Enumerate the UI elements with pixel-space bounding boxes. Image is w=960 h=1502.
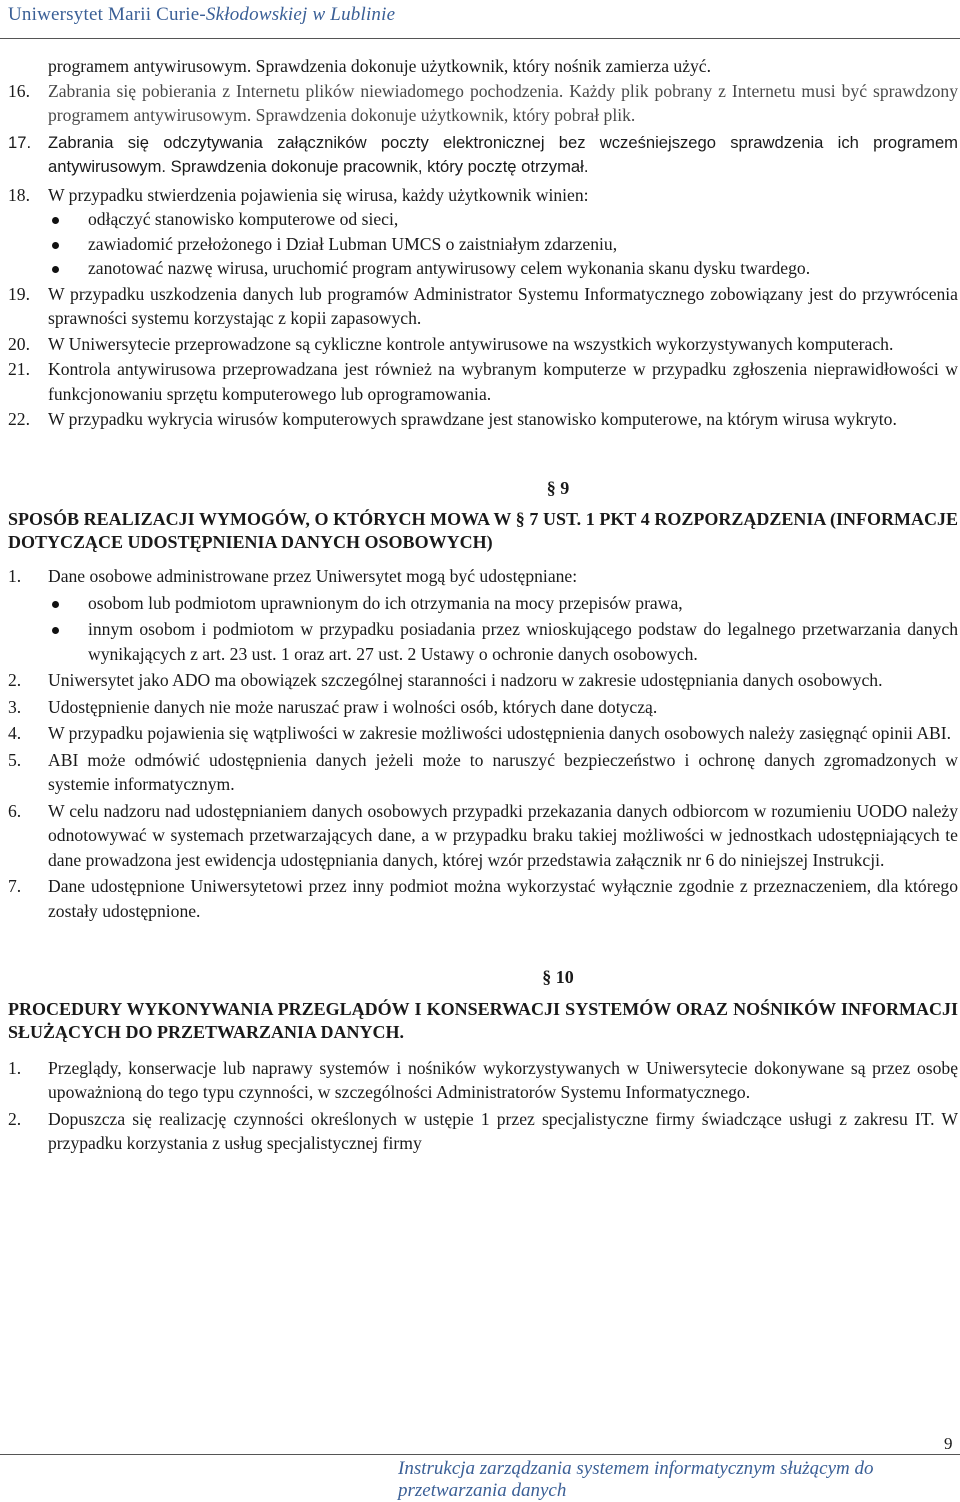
item-text: Kontrola antywirusowa przeprowadzana jest również na wybranym komputerze w przypadku zgłoszenia nieprawidłowości w funkcjonowaniu sprzętu komputerowego lub oprogramowania. — [48, 359, 958, 404]
s10-item-2 — [8, 1107, 958, 1156]
item-text: Dane udostępnione Uniwersytetowi przez inny podmiot można wykorzystać wyłącznie zgodnie z przeznaczeniem, dla którego zostały udostępnione. — [48, 876, 958, 921]
page-number: 9 — [944, 1434, 953, 1453]
item-number: 5. — [8, 749, 22, 770]
section-10-title: PROCEDURY WYKONYWANIA PRZEGLĄDÓW I KONSERWACJI SYSTEMÓW ORAZ NOŚNIKÓW INFORMACJI SŁUŻĄCYCH DO PRZETWARZANIA DANYCH. — [8, 998, 958, 1042]
bullet-icon — [52, 242, 59, 249]
bullet-icon — [52, 601, 59, 608]
item-20 — [8, 332, 958, 357]
item-16 — [8, 79, 958, 128]
item-22 — [8, 407, 958, 432]
item-number: 20. — [8, 333, 30, 354]
item-text: Zabrania się odczytywania załączników poczty elektronicznej bez wcześniejszego sprawdzenia ich programem antywirusowym. Sprawdzenia dokonuje pracownik, który pocztę otrzymał. — [48, 132, 958, 176]
item-number: 4. — [8, 723, 22, 743]
s9-item-5 — [8, 748, 958, 797]
item-text: W przypadku wykrycia wirusów komputerowych sprawdzane jest stanowisko komputerowe, na którym wirusa wykryto. — [48, 409, 897, 429]
header-rule — [0, 38, 960, 39]
s9-item-3 — [8, 695, 958, 720]
header-title-italic: Skłodowskiej w Lublinie — [205, 4, 396, 25]
item-number: 7. — [8, 876, 22, 896]
item-21 — [8, 357, 958, 406]
item-number: 18. — [8, 184, 30, 205]
item-text: Dopuszcza się realizację czynności określonych w ustępie 1 przez specjalistyczne firmy świadczące usługi z zakresu IT. W przypadku korzystania z usług specjalistycznej firmy — [48, 1108, 958, 1153]
s9-item-2 — [8, 668, 958, 693]
item-text: Dane osobowe administrowane przez Uniwersytet mogą być udostępniane: — [48, 566, 578, 586]
item-number: 16. — [8, 80, 30, 101]
item-text: W celu nadzoru nad udostępnianiem danych osobowych przypadki przekazania danych odbiorcom w rozumieniu UODO należy odnotowywać w systemach przetwarzających dane, a w przypadku braku takiej możliwości w jednostkach udostępniających te dane prowadzona jest ewidencja udostępniania danych, której wzór przedstawia załącznik nr 6 do niniejszej Instrukcji. — [48, 800, 958, 870]
item-number: 1. — [8, 566, 22, 586]
s9-item-6 — [8, 799, 958, 873]
document-body — [8, 54, 958, 1156]
item-text: Przeglądy, konserwacje lub naprawy systemów i nośników wykorzystywanych w Uniwersytecie dokonywane są przez osobę upoważnioną do tego typu czynności, w szczególności Administratorów Systemu Informatycznego. — [48, 1057, 958, 1102]
s10-item-1 — [8, 1056, 958, 1105]
item-number: 6. — [8, 800, 22, 821]
bullet-icon — [52, 627, 59, 634]
s9-item-1 — [8, 564, 958, 589]
item-number: 1. — [8, 1057, 22, 1078]
footer-rule — [0, 1454, 960, 1455]
section-10-heading: § 10 — [542, 967, 574, 987]
document-footer: Instrukcja zarządzania systemem informatycznym służącym do przetwarzania danych — [398, 1458, 874, 1501]
item-number: 17. — [8, 132, 32, 152]
item-text: W przypadku stwierdzenia pojawienia się wirusa, każdy użytkownik winien: — [48, 184, 589, 205]
item-text: Zabrania się pobierania z Internetu plików niewiadomego pochodzenia. Każdy plik pobrany z Internetu musi być sprawdzony programem antywirusowym. Sprawdzenia dokonuje użytkownik, który pobrał plik. — [48, 80, 958, 125]
item-text: Uniwersytet jako ADO ma obowiązek szczególnej staranności i nadzoru w zakresie udostępniania danych osobowych. — [48, 670, 883, 690]
header-title-regular: Uniwersytet Marii Curie- — [8, 4, 206, 25]
s9-item-4 — [8, 721, 958, 746]
item-number: 19. — [8, 283, 30, 304]
bullet-item: odłączyć stanowisko komputerowe od sieci, — [8, 207, 958, 232]
item-text: Udostępnienie danych nie może naruszać praw i wolności osób, których dane dotyczą. — [48, 696, 658, 717]
item-text: W przypadku pojawienia się wątpliwości w zakresie możliwości udostępnienia danych osobowych należy zasięgnąć opinii ABI. — [48, 723, 952, 743]
item-text: W przypadku uszkodzenia danych lub programów Administrator Systemu Informatycznego zobowiązany jest do przywrócenia sprawności systemu korzystając z kopii zapasowych. — [48, 283, 958, 328]
item-15-tail: programem antywirusowym. Sprawdzenia dokonuje użytkownik, który nośnik zamierza użyć. — [48, 56, 712, 76]
bullet-item: zanotować nazwę wirusa, uruchomić program antywirusowy celem wykonania skanu dysku twardego. — [8, 256, 958, 281]
bullet-item: osobom lub podmiotom uprawnionym do ich otrzymania na mocy przepisów prawa, — [8, 591, 958, 616]
document-header — [8, 4, 395, 26]
bullet-item: zawiadomić przełożonego i Dział Lubman UMCS o zaistniałym zdarzeniu, — [8, 232, 958, 257]
item-number: 3. — [8, 696, 22, 717]
item-number: 22. — [8, 409, 30, 429]
s9-item-7 — [8, 874, 958, 923]
item-number: 2. — [8, 670, 22, 690]
section-9-title: SPOSÓB REALIZACJI WYMOGÓW, O KTÓRYCH MOWA W § 7 UST. 1 PKT 4 ROZPORZĄDZENIA (INFORMACJE DOTYCZĄCE UDOSTĘPNIENIA DANYCH OSOBOWYCH) — [8, 509, 958, 552]
item-18 — [8, 183, 958, 208]
item-text: W Uniwersytecie przeprowadzone są cykliczne kontrole antywirusowe na wszystkich wykorzystywanych komputerach. — [48, 333, 894, 354]
item-number: 2. — [8, 1108, 22, 1129]
bullet-icon — [52, 217, 59, 224]
bullet-icon — [52, 266, 59, 273]
section-9-heading: § 9 — [546, 477, 570, 498]
item-number: 21. — [8, 359, 30, 379]
item-17 — [8, 131, 958, 180]
item-19 — [8, 282, 958, 331]
item-text: ABI może odmówić udostępnienia danych jeżeli może to naruszyć bezpieczeństwo i ochronę danych zgromadzonych w systemie informatycznym. — [48, 749, 958, 794]
bullet-item: innym osobom i podmiotom w przypadku posiadania przez wnioskującego podstaw do legalnego przetwarzania danych wynikających z art. 23 ust. 1 oraz art. 27 ust. 2 Ustawy o ochronie danych osobowych. — [8, 617, 958, 666]
